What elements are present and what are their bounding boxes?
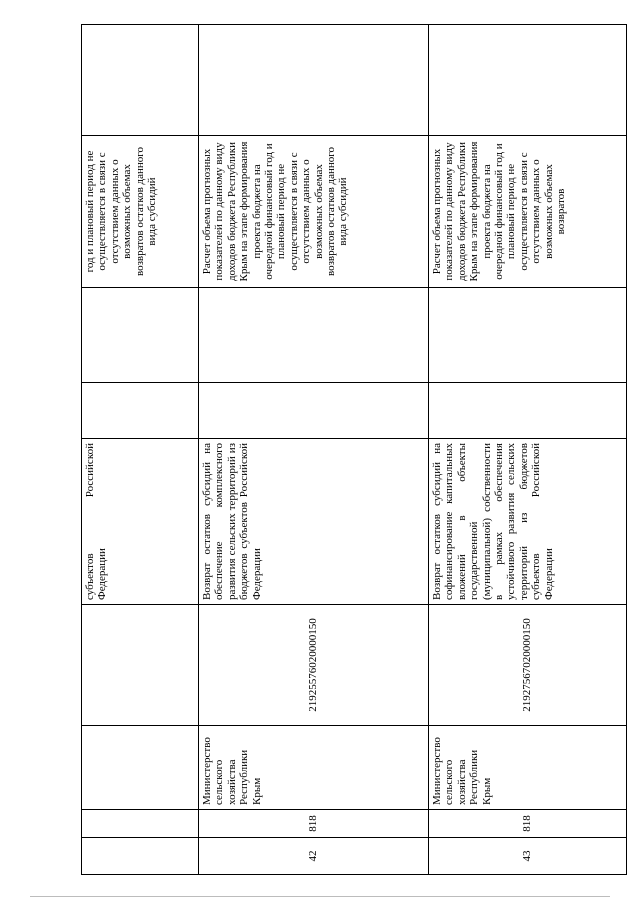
table-row-42 [199,25,429,875]
cell-empty [82,25,199,136]
cell-kbk-code [82,605,199,726]
cell-empty [199,288,429,383]
cell-empty [199,383,429,439]
cell-empty [429,288,627,383]
cell-empty [429,25,627,136]
cell-number: 42 [199,838,429,875]
scan-noise-line [30,896,610,897]
cell-empty [199,25,429,136]
cell-kbk-code: 21925576020000150 [199,605,429,726]
table-row-43 [429,25,627,875]
cell-empty [82,383,199,439]
cell-number [82,838,199,875]
cell-kbk-code: 21927567020000150 [429,605,627,726]
cell-admin-code [82,810,199,838]
cell-admin-name: Министерство сельского хозяйства Республики Крым [429,726,627,810]
cell-admin-name: Министерство сельского хозяйства Республики Крым [199,726,429,810]
cell-income-name: Возврат остатков субсидий на обеспечение комплексного развития сельских территорий из бюджетов субъектов Российской Федерации [199,439,429,605]
cell-number: 43 [429,838,627,875]
cell-income-name: Возврат остатков субсидий на софинансирование капитальных вложений в объекты государственной (муниципальной) собственности в рамках обеспечения устойчивого развития сельских территорий из бюджетов субъектов Российской Федерации [429,439,627,605]
cell-empty [82,288,199,383]
cell-admin-code: 818 [199,810,429,838]
cell-calculation-method: Расчет объема прогнозных показателей по данному виду доходов бюджета Республики Крым на этапе формирования проекта бюджета на очередной финансовый год и плановый период не осуществляется в связи с отсутствием данных о возможных объемах возвратов [429,136,627,288]
cell-calculation-method: Расчет объема прогнозных показателей по данному виду доходов бюджета Республики Крым на этапе формирования проекта бюджета на очередной финансовый год и плановый период не осуществляется в связи с отсутствием данных о возможных объемах возвратов остатков данного вида субсидий [199,136,429,288]
cell-admin-name [82,726,199,810]
cell-empty [429,383,627,439]
income-forecast-table [81,24,627,875]
cell-income-name: субъектов Российской Федерации [82,439,199,605]
cell-calculation-method: год и плановый период не осуществляется в связи с отсутствием данных о возможных объемах возвратов остатков данного вида субсидий [82,136,199,288]
table-row-continuation [82,25,199,875]
cell-admin-code: 818 [429,810,627,838]
rotated-table-wrapper [81,25,611,875]
